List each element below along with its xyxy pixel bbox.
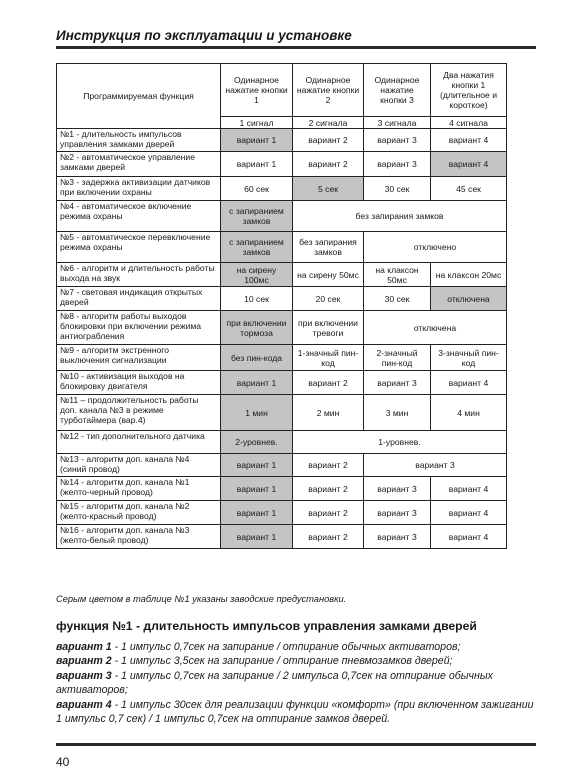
table-row	[57, 395, 507, 431]
table-cell: на клаксон 50мс	[364, 263, 431, 287]
table-cell: отключено	[364, 232, 507, 263]
table-cell: вариант 1	[221, 501, 293, 525]
shading-note: Серым цветом в таблице №1 указаны заводские предустановки.	[56, 594, 347, 604]
function-label: №4 - автоматическое включение режима охраны	[57, 201, 221, 232]
table-cell: вариант 2	[293, 501, 364, 525]
function-label: №6 - алгоритм и длительность работы выхода на звук	[57, 263, 221, 287]
function-label: №14 - алгоритм доп. канала №1 (желто-черный провод)	[57, 477, 221, 501]
table-cell: 5 сек	[293, 177, 364, 201]
table-cell: вариант 4	[431, 525, 507, 549]
function-label: №15 - алгоритм доп. канала №2 (желто-красный провод)	[57, 501, 221, 525]
table-cell: вариант 4	[431, 371, 507, 395]
function-label: №13 - алгоритм доп. канала №4 (синий провод)	[57, 454, 221, 477]
table-cell: без пин-кода	[221, 345, 293, 371]
table-cell: при включении тревоги	[293, 311, 364, 345]
button-header-4: Два нажатия кнопки 1 (длительное и короткое)	[431, 64, 507, 117]
function-column-header: Программируемая функция	[57, 64, 221, 129]
table-row	[57, 501, 507, 525]
table-body	[57, 129, 507, 549]
function-label: №10 - активизация выходов на блокировку двигателя	[57, 371, 221, 395]
table-cell: на клаксон 20мс	[431, 263, 507, 287]
table-cell: вариант 1	[221, 454, 293, 477]
table-cell: вариант 1	[221, 525, 293, 549]
footer-rule	[56, 743, 536, 746]
table-cell: вариант 3	[364, 525, 431, 549]
table-cell: с запиранием замков	[221, 232, 293, 263]
table-cell: вариант 2	[293, 152, 364, 177]
page-number: 40	[56, 755, 70, 769]
variant-text: - 1 импульс 0,7сек на запирание / отпирание обычных активаторов;	[111, 641, 461, 653]
table-cell: вариант 2	[293, 129, 364, 152]
table-row	[57, 232, 507, 263]
variant-item	[56, 698, 542, 727]
table-cell: 30 сек	[364, 177, 431, 201]
variant-text: - 1 импульс 3,5сек на запирание / отпирание пневмозамков дверей;	[111, 655, 453, 668]
function-label: №7 - световая индикация открытых дверей	[57, 287, 221, 311]
table-row	[57, 129, 507, 152]
variant-label: вариант 2	[56, 655, 112, 668]
table-cell: вариант 4	[431, 152, 507, 177]
function-label: №1 - длительность импульсов управления замками дверей	[57, 129, 221, 152]
table-cell: 2-значный пин-код	[364, 345, 431, 371]
variant-label: вариант 4	[56, 698, 112, 711]
table-cell: 1 мин	[221, 395, 293, 431]
table-cell: вариант 4	[431, 129, 507, 152]
signal-header-2: 2 сигнала	[293, 117, 364, 129]
table-cell: 45 сек	[431, 177, 507, 201]
table-row	[57, 263, 507, 287]
table-cell: вариант 3	[364, 371, 431, 395]
table-cell: отключена	[364, 311, 507, 345]
table-row	[57, 152, 507, 177]
table-cell: на сирену 100мс	[221, 263, 293, 287]
function-label: №11 – продолжительность работы доп. канала №3 в режиме турботаймера (вар.4)	[57, 395, 221, 431]
signal-header-3: 3 сигнала	[364, 117, 431, 129]
signal-header-4: 4 сигнала	[431, 117, 507, 129]
table-cell: 3-значный пин-код	[431, 345, 507, 371]
table-cell: 20 сек	[293, 287, 364, 311]
table-cell: без запирания замков	[293, 201, 507, 232]
table-cell: 2 мин	[293, 395, 364, 431]
variant-text: - 1 импульс 30сек для реализации функции «комфорт» (при включенном зажигании 1 импульс 0,7 сек) / 1 импульс 0,7сек на отпирание замков дверей.	[56, 698, 534, 726]
table-cell: вариант 2	[293, 477, 364, 501]
table-cell: 10 сек	[221, 287, 293, 311]
table-row	[57, 477, 507, 501]
table-cell: 60 сек	[221, 177, 293, 201]
table-row	[57, 177, 507, 201]
table-cell: с запиранием замков	[221, 201, 293, 232]
button-header-3: Одинарное нажатие кнопки 3	[364, 64, 431, 117]
table-row	[57, 371, 507, 395]
table-cell: вариант 3	[364, 129, 431, 152]
table-row	[57, 287, 507, 311]
functions-table	[56, 63, 507, 549]
table-cell: вариант 4	[431, 501, 507, 525]
table-cell: на сирену 50мс	[293, 263, 364, 287]
table-cell: 3 мин	[364, 395, 431, 431]
table-row	[57, 311, 507, 345]
variant-label: вариант 1	[56, 641, 112, 653]
variant-item	[56, 654, 542, 668]
variant-label: вариант 3	[56, 669, 112, 682]
button-header-2: Одинарное нажатие кнопки 2	[293, 64, 364, 117]
table-cell: 1-значный пин-код	[293, 345, 364, 371]
section-title: функция №1 - длительность импульсов управления замками дверей	[56, 619, 477, 633]
function-label: №12 - тип дополнительного датчика	[57, 431, 221, 454]
table-cell: вариант 1	[221, 152, 293, 177]
table-cell: 4 мин	[431, 395, 507, 431]
table-row	[57, 201, 507, 232]
variants-list	[56, 640, 542, 726]
header-rule	[56, 46, 536, 49]
function-label: №2 - автоматическое управление замками дверей	[57, 152, 221, 177]
table-row	[57, 345, 507, 371]
function-label: №16 - алгоритм доп. канала №3 (желто-белый провод)	[57, 525, 221, 549]
function-label: №8 - алгоритм работы выходов блокировки при включении режима антиограбления	[57, 311, 221, 345]
table-cell: 30 сек	[364, 287, 431, 311]
table-cell: вариант 3	[364, 454, 507, 477]
function-label: №5 - автоматическое перевключение режима охраны	[57, 232, 221, 263]
table-row	[57, 454, 507, 477]
variant-item	[56, 640, 542, 654]
table-row	[57, 525, 507, 549]
table-cell: 2-уровнев.	[221, 431, 293, 454]
table-cell: вариант 1	[221, 129, 293, 152]
table-cell: вариант 4	[431, 477, 507, 501]
table-cell: без запирания замков	[293, 232, 364, 263]
table-cell: вариант 2	[293, 454, 364, 477]
function-label: №9 - алгоритм экстренного выключения сигнализации	[57, 345, 221, 371]
table-cell: вариант 1	[221, 371, 293, 395]
function-label: №3 - задержка активизации датчиков при включении охраны	[57, 177, 221, 201]
table-cell: вариант 1	[221, 477, 293, 501]
button-header-1: Одинарное нажатие кнопки 1	[221, 64, 293, 117]
variant-item	[56, 669, 542, 698]
signal-header-1: 1 сигнал	[221, 117, 293, 129]
page-header-title: Инструкция по эксплуатации и установке	[56, 28, 352, 43]
table-cell: вариант 3	[364, 501, 431, 525]
table-cell: 1-уровнев.	[293, 431, 507, 454]
table-cell: вариант 2	[293, 371, 364, 395]
table-row	[57, 431, 507, 454]
table-cell: вариант 3	[364, 477, 431, 501]
variant-text: - 1 импульс 0,7сек на запирание / 2 импульса 0,7сек на отпирание обычных активаторов;	[56, 669, 493, 697]
table-cell: отключена	[431, 287, 507, 311]
table-cell: при включении тормоза	[221, 311, 293, 345]
table-cell: вариант 2	[293, 525, 364, 549]
table-cell: вариант 3	[364, 152, 431, 177]
